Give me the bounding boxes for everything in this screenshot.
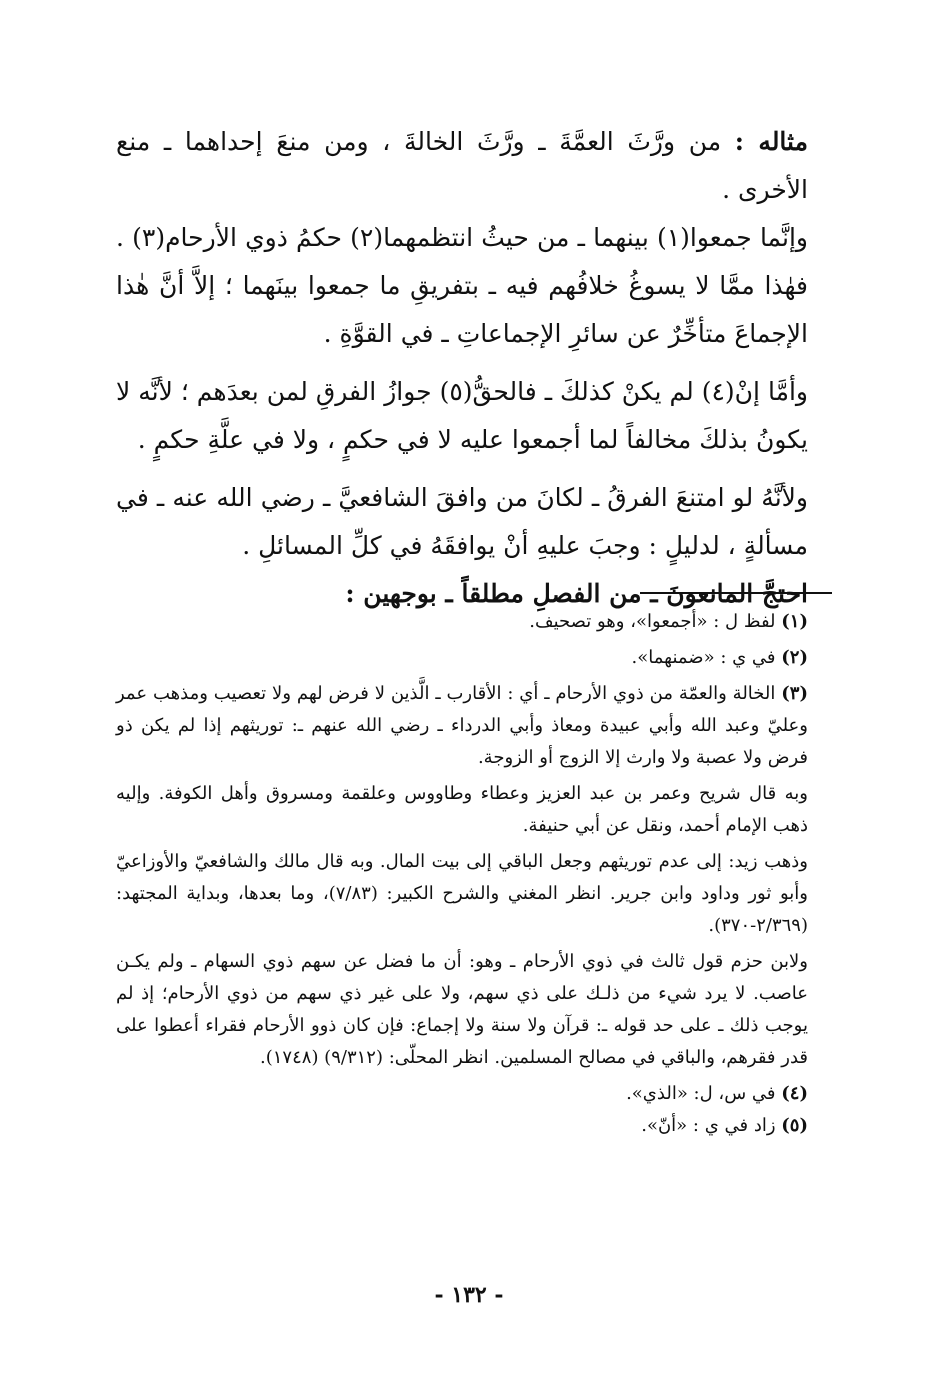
footnote-text: الخالة والعمّة من ذوي الأرحام ـ أي : الأقارب ـ الَّذين لا فرض لهم ولا تعصيب ومذهب عمر وعليّ وعبد الله وأبي عبيدة ومعاذ وأبي الدرداء ـ رضي الله عنهم ـ: توريثهم إذا لم يكن ذو فرض ولا عصبة ولا وارث إلا الزوج أو الزوجة. xyxy=(116,683,808,768)
footnote-text: لفظ ل : «أجمعوا»، وهو تصحيف. xyxy=(529,611,782,632)
footnote-text: في س، ل: «الذي». xyxy=(626,1083,782,1104)
footnote-text: في ي : «ضمنهما». xyxy=(631,647,782,668)
footnote-3 xyxy=(116,678,836,774)
paragraph-example xyxy=(116,118,836,214)
paragraph-consensus: وإنَّما جمعوا(١) بينهما ـ من حيثُ انتظمهما(٢) حكمُ ذوي الأرحام(٣) . فهٰذا ممَّا لا يسوغُ خلافُهم فيه ـ بتفريقِ ما جمعوا بينَهما ؛ إلاَّ أنَّ هٰذا الإجماعَ متأخِّرٌ عن سائرِ الإجماعاتِ ـ في القوَّةِ . xyxy=(116,223,808,348)
footnotes xyxy=(116,606,836,1142)
example-text: من ورَّثَ العمَّةَ ـ ورَّثَ الخالةَ ، ومن منعَ إحداهما ـ منع الأخرى . xyxy=(116,127,808,204)
footnote-number: (٢) xyxy=(781,647,808,668)
footnote-4 xyxy=(116,1078,836,1110)
footnote-1 xyxy=(116,606,836,638)
footnote-text: زاد في ي : «أنّ». xyxy=(641,1115,782,1136)
footnote-2 xyxy=(116,642,836,674)
footnote-number: (١) xyxy=(781,611,808,632)
footnote-5 xyxy=(116,1110,836,1142)
footnote-3-paragraph: وبه قال شريح وعمر بن عبد العزيز وعطاء وطاووس وعلقمة ومسروق وأهل الكوفة. وإليه ذهب الإمام أحمد، ونقل عن أبي حنيفة. xyxy=(116,783,808,836)
page-number: - ١٣٢ - xyxy=(434,1282,504,1308)
example-lead: مثاله : xyxy=(734,127,808,156)
footnote-number: (٣) xyxy=(781,683,808,704)
footnote-divider xyxy=(640,592,832,594)
paragraph-otherwise: وأمَّا إنْ(٤) لم يكنْ كذلكَ ـ فالحقُّ(٥) جوازُ الفرقِ لمن بعدَهم ؛ لأنَّه لا يكونُ بذلكَ مخالفاً لما أجمعوا عليه لا في حكمٍ ، ولا في علَّةِ حكمٍ . xyxy=(116,377,808,454)
paragraph-objectors: احتجَّ المانعونَ ـ من الفصلِ مطلقاً ـ بوجهين : xyxy=(345,579,808,608)
footnote-3-paragraph: ولابن حزم قول ثالث في ذوي الأرحام ـ وهو: أن ما فضل عن سهم ذوي السهام ـ ولم يكـن عاصب. لا يرد شيء من ذلـك على ذي سهم، ولا على غير ذي سهم من ذوي الأرحام؛ إذ لم يوجب ذلك ـ على حد قوله ـ: قرآن ولا سنة ولا إجماع: فإن كان ذوو الأرحام فقراء أعطوا على قدر فقرهم، والباقي في مصالح المسلمين. انظر المحلّى: (٩/٣١٢) (١٧٤٨). xyxy=(116,951,808,1068)
footnote-number: (٥) xyxy=(781,1115,808,1136)
footnote-number: (٤) xyxy=(781,1083,808,1104)
main-text xyxy=(116,118,836,618)
paragraph-shafii: ولأنَّهُ لو امتنعَ الفرقُ ـ لكانَ من وافقَ الشافعيَّ ـ رضي الله عنه ـ في مسألةٍ ، لدليلٍ : وجبَ عليهِ أنْ يوافقَهُ في كلِّ المسائلِ . xyxy=(116,483,808,560)
footnote-3-paragraph: وذهب زيد: إلى عدم توريثهم وجعل الباقي إلى بيت المال. وبه قال مالك والشافعيّ والأوزاعيّ وأبو ثور وداود وابن جرير. انظر المغني والشرح الكبير: (٧/٨٣)، وما بعدها، وبداية المجتهد: (٢/٣٦٩-٣٧٠). xyxy=(116,851,808,936)
